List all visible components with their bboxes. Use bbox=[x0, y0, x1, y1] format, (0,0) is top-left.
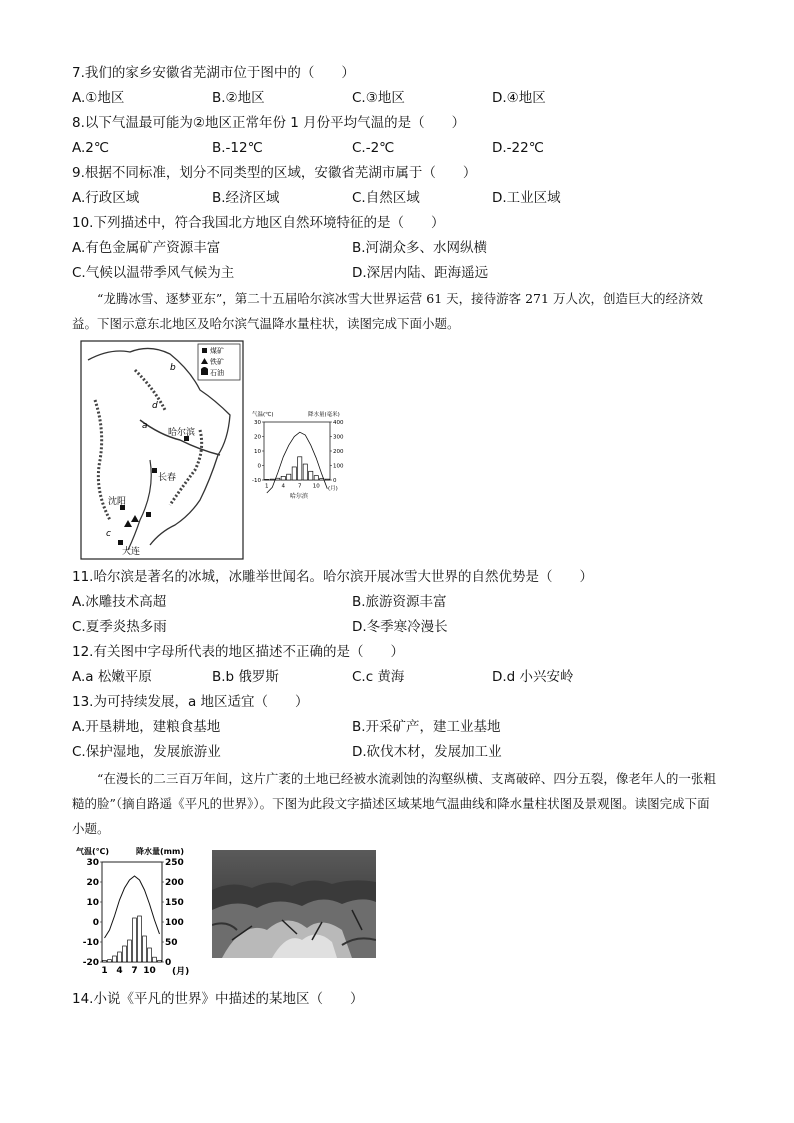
q12-option-b[interactable]: B.b 俄罗斯 bbox=[212, 669, 279, 685]
chart2-month-label: 7 bbox=[131, 966, 138, 976]
chart2-precip-bar bbox=[133, 918, 137, 962]
chart2-precip-bar bbox=[143, 936, 147, 962]
chart2-precip-bar bbox=[108, 960, 112, 962]
chart1-precip-tick-label: 300 bbox=[333, 434, 344, 441]
chart2-precip-bar bbox=[103, 960, 107, 962]
q8-option-d[interactable]: D.-22℃ bbox=[492, 140, 544, 156]
q10-option-c[interactable]: C.气候以温带季风气候为主 bbox=[72, 265, 235, 281]
chart1-precip-bar bbox=[298, 457, 302, 480]
chart1-precip-bar bbox=[276, 478, 280, 480]
q12-option-a[interactable]: A.a 松嫩平原 bbox=[72, 669, 152, 685]
q9-option-a[interactable]: A.行政区域 bbox=[72, 190, 140, 206]
harbin-climate-chart bbox=[250, 408, 350, 500]
question-11-stem: 11.哈尔滨是著名的冰城，冰雕举世闻名。哈尔滨开展冰雪大世界的自然优势是（ ） bbox=[72, 569, 593, 585]
chart2-temp-tick-label: -10 bbox=[82, 938, 99, 949]
chart2-precip-bar bbox=[158, 960, 162, 962]
city-harbin: 哈尔滨 bbox=[168, 428, 196, 438]
passage-harbin: “龙腾冰雪、逐梦亚东”，第二十五届哈尔滨冰雪大世界运营 61 天，接待游客 271 万人次，创造巨大的经济效益。下图示意东北地区及哈尔滨气温降水量柱状，读图完成下面小题。 bbox=[72, 291, 703, 331]
q10-option-b[interactable]: B.河湖众多、水网纵横 bbox=[352, 240, 488, 256]
chart2-ylabel-left: 气温(℃) bbox=[76, 847, 109, 856]
question-13-stem: 13.为可持续发展，a 地区适宜（ ） bbox=[72, 694, 309, 710]
chart2-precip-tick-label: 0 bbox=[165, 958, 172, 969]
q9-option-b[interactable]: B.经济区域 bbox=[212, 190, 280, 206]
question-9-stem: 9.根据不同标准，划分不同类型的区域，安徽省芜湖市属于（ ） bbox=[72, 165, 477, 181]
chart2-ylabel-right: 降水量(mm) bbox=[136, 847, 184, 856]
chart1-month-label: 7 bbox=[298, 483, 302, 490]
chart1-temp-tick-label: 30 bbox=[254, 419, 261, 426]
chart2-precip-bar bbox=[153, 957, 157, 962]
q13-option-d[interactable]: D.砍伐木材，发展加工业 bbox=[352, 744, 502, 760]
chart2-frame bbox=[102, 862, 162, 962]
chart2-month-label: 10 bbox=[143, 966, 156, 976]
chart2-precip-bar bbox=[113, 956, 117, 962]
chart2-temp-tick-label: 30 bbox=[86, 858, 99, 869]
q11-option-a[interactable]: A.冰雕技术高超 bbox=[72, 594, 167, 610]
chart1-precip-bar bbox=[314, 476, 318, 480]
chart1-precip-tick-label: 100 bbox=[333, 463, 344, 470]
chart2-month-label: 1 bbox=[101, 966, 108, 976]
chart2-precip-tick-label: 150 bbox=[165, 898, 184, 909]
chart1-precip-bar bbox=[287, 474, 291, 480]
question-8-stem: 8.以下气温最可能为②地区正常年份 1 月份平均气温的是（ ） bbox=[72, 115, 466, 131]
chart1-month-label: 10 bbox=[312, 483, 320, 490]
q10-option-d[interactable]: D.深居内陆、距海遥远 bbox=[352, 265, 489, 281]
chart1-precip-bar bbox=[303, 464, 307, 480]
chart1-xlabel: (月) bbox=[328, 486, 338, 492]
chart1-temp-tick-label: 0 bbox=[257, 463, 261, 470]
chart2-temp-line bbox=[105, 876, 160, 938]
chart2-temp-tick-label: 0 bbox=[92, 918, 99, 929]
chart2-month-label: 4 bbox=[116, 966, 123, 976]
letter-d: d bbox=[152, 401, 158, 411]
chart2-temp-tick-label: 20 bbox=[86, 878, 99, 889]
letter-c: c bbox=[106, 529, 111, 539]
chart1-precip-tick-label: 200 bbox=[333, 448, 344, 455]
chart1-precip-bar bbox=[265, 479, 269, 480]
chart1-temp-tick-label: -10 bbox=[252, 477, 261, 484]
chart1-precip-tick-label: 400 bbox=[333, 419, 344, 426]
chart2-precip-bar bbox=[138, 916, 142, 962]
q8-option-c[interactable]: C.-2℃ bbox=[352, 140, 395, 156]
chart1-title: 哈尔滨 bbox=[290, 493, 309, 500]
q7-option-c[interactable]: C.③地区 bbox=[352, 90, 405, 106]
loess-climate-chart bbox=[74, 844, 202, 976]
chart2-precip-bar bbox=[123, 946, 127, 962]
chart2-precip-tick-label: 50 bbox=[165, 938, 178, 949]
loess-landscape-photo bbox=[212, 850, 376, 958]
question-14-stem: 14.小说《平凡的世界》中描述的某地区（ ） bbox=[72, 991, 364, 1007]
chart1-ylabel-left: 气温(℃) bbox=[252, 412, 274, 418]
chart1-precip-bar bbox=[309, 471, 313, 480]
chart2-precip-bar bbox=[148, 948, 152, 962]
q9-option-d[interactable]: D.工业区域 bbox=[492, 190, 561, 206]
chart1-month-label: 1 bbox=[265, 483, 269, 490]
legend-iron: 铁矿 bbox=[210, 358, 224, 366]
chart1-temp-tick-label: 10 bbox=[254, 448, 261, 455]
q10-option-a[interactable]: A.有色金属矿产资源丰富 bbox=[72, 240, 221, 256]
northeast-map bbox=[80, 340, 244, 560]
q8-option-b[interactable]: B.-12℃ bbox=[212, 140, 263, 156]
chart2-precip-tick-label: 250 bbox=[165, 858, 184, 869]
chart2-temp-tick-label: -20 bbox=[82, 958, 99, 969]
chart1-frame bbox=[264, 422, 330, 480]
chart1-precip-bar bbox=[270, 479, 274, 480]
chart2-precip-bar bbox=[118, 952, 122, 962]
legend-oil: 石油 bbox=[210, 369, 224, 377]
chart2-precip-tick-label: 200 bbox=[165, 878, 184, 889]
q12-option-c[interactable]: C.c 黄海 bbox=[352, 669, 405, 685]
question-10-stem: 10.下列描述中，符合我国北方地区自然环境特征的是（ ） bbox=[72, 215, 445, 231]
q13-option-a[interactable]: A.开垦耕地，建粮食基地 bbox=[72, 719, 221, 735]
q11-option-b[interactable]: B.旅游资源丰富 bbox=[352, 594, 447, 610]
chart1-precip-bar bbox=[292, 467, 296, 480]
chart2-xlabel: (月) bbox=[172, 967, 190, 976]
legend-coal: 煤矿 bbox=[210, 347, 224, 355]
chart1-precip-bar bbox=[325, 479, 329, 480]
q9-option-c[interactable]: C.自然区域 bbox=[352, 190, 420, 206]
q7-option-a[interactable]: A.①地区 bbox=[72, 90, 125, 106]
q12-option-d[interactable]: D.d 小兴安岭 bbox=[492, 669, 574, 685]
q11-option-d[interactable]: D.冬季寒冷漫长 bbox=[352, 619, 448, 635]
chart1-month-label: 4 bbox=[281, 483, 285, 490]
question-7-stem: 7.我们的家乡安徽省芜湖市位于图中的（ ） bbox=[72, 65, 355, 81]
city-dalian: 大连 bbox=[122, 547, 141, 557]
q13-option-b[interactable]: B.开采矿产，建工业基地 bbox=[352, 719, 501, 735]
chart2-precip-bar bbox=[128, 940, 132, 962]
q11-option-c[interactable]: C.夏季炎热多雨 bbox=[72, 619, 167, 635]
letter-b: b bbox=[170, 363, 176, 373]
passage-loess: “在漫长的二三百万年间，这片广袤的土地已经被水流剥蚀的沟壑纵横、支离破碎、四分五裂，像老年人的一张粗糙的脸”（摘自路遥《平凡的世界》）。下图为此段文字描述区域某地气温曲线和降水量柱状图及景观图。读图完成下面小题。 bbox=[72, 771, 716, 836]
q7-option-b[interactable]: B.②地区 bbox=[212, 90, 265, 106]
chart1-precip-tick-label: 0 bbox=[333, 477, 337, 484]
chart1-precip-bar bbox=[281, 476, 285, 480]
chart1-temp-tick-label: 20 bbox=[254, 434, 261, 441]
q13-option-c[interactable]: C.保护湿地，发展旅游业 bbox=[72, 744, 221, 760]
chart2-precip-tick-label: 100 bbox=[165, 918, 184, 929]
q8-option-a[interactable]: A.2℃ bbox=[72, 140, 110, 156]
city-changchun: 长春 bbox=[158, 473, 177, 483]
city-shenyang: 沈阳 bbox=[108, 497, 127, 507]
chart2-temp-tick-label: 10 bbox=[86, 898, 99, 909]
chart1-ylabel-right: 降水量(毫米) bbox=[308, 412, 340, 418]
q7-option-d[interactable]: D.④地区 bbox=[492, 90, 546, 106]
question-12-stem: 12.有关图中字母所代表的地区描述不正确的是（ ） bbox=[72, 644, 404, 660]
letter-a: a bbox=[142, 421, 148, 431]
